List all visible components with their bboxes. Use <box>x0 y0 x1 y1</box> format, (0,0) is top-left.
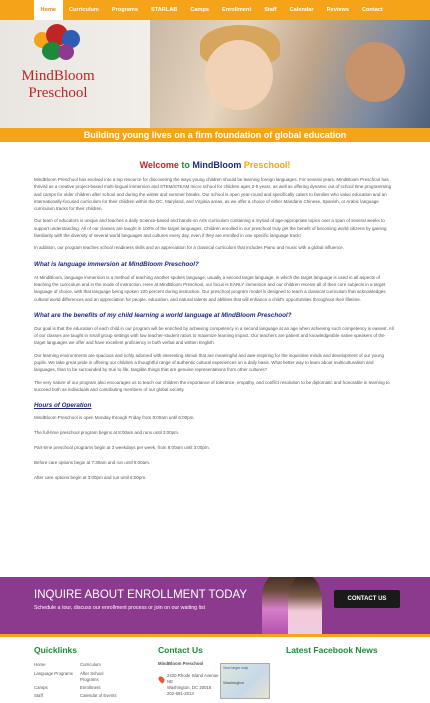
quicklinks-title: Quicklinks <box>34 645 77 655</box>
children-photo-2 <box>288 577 322 634</box>
footer-link-after-school[interactable]: After School Programs <box>80 671 104 682</box>
welcome-part-2: MindBloom <box>192 160 242 170</box>
contact-us-button[interactable]: CONTACT US <box>334 590 400 608</box>
nav-item-enrollment[interactable]: Enrollment <box>221 7 252 13</box>
hero-child-background <box>345 42 405 102</box>
enrollment-banner-title: INQUIRE ABOUT ENROLLMENT TODAY <box>34 589 248 601</box>
immersion-paragraph: At MindBloom, language immersion is a method of teaching another spoken language, usually a second target language, in which the target language is used in all aspects of teaching the curriculum and in the mode of instruction. Here at MindBloom Preschool, our focus is EARLY immersion and our children receive all of their core subjects in a target language of choice, with that language being spoken 100 percent during instruction. Our preschool program model is designed to teach a classical curriculum that acknowledges cultural world differences and an appreciation for people, education, and natural talents and abilities that will enhance a child's opportunities throughout their lifetime. <box>34 274 386 302</box>
nav-item-staff[interactable]: Staff <box>264 7 277 13</box>
contact-title: Contact Us <box>158 645 203 655</box>
footer-link-enrollment[interactable]: Enrollment <box>80 685 101 690</box>
welcome-part-1: to <box>178 160 193 170</box>
enrollment-banner <box>0 577 430 634</box>
contact-phone: 202-691-2013 <box>167 691 194 696</box>
benefits-paragraph-3: The very nature of our program also encourages us to teach our children the importance of tolerance, empathy, and conflict resolution to be diplomatic and honorable in learning to succeed both as individuals and contributing members of our global society. <box>34 379 390 392</box>
welcome-part-0: Welcome <box>139 160 179 170</box>
logo-line2: Preschool <box>28 85 88 101</box>
benefits-paragraph-1: Our goal is that the education of each child in our program will be enriched by achieving competency in a second language at an age when achieving such competency is easiest. All of our classes are taught in small group settings with low teacher-student ratios to maximize learning impact. Our teachers are patient and knowledgeable native speakers of the target languages we offer and have excellent proficiency in both verbal and written English. <box>34 325 394 346</box>
nav-item-camps[interactable]: Camps <box>190 7 209 13</box>
logo-bubbles-icon <box>34 24 82 62</box>
hero-banner <box>0 20 430 128</box>
benefits-heading: What are the benefits of my child learning a world language at MindBloom Preschool? <box>34 311 292 319</box>
nav-item-calendar[interactable]: Calendar <box>289 7 314 13</box>
intro-paragraph-1: MindBloom Preschool has evolved into a top resource for discovering the ways young children should be learning foreign languages. For several years, MindBloom Preschool has thrived as a creative project-based multi-lingual immersion and STEM/STEAM micro school for children ages 2-5 years, as well as offering dynamic out of school time programming and camps for older children after school and during the winter and summer breaks. Our school is open year-round and specifically caters to families who value education and an internationally-focused curriculum for their children within the DC, Maryland, and Virginia areas, as we offer a choice of either Mandarin Chinese, Spanish, or Arabic language curriculum tracks for their children. <box>34 177 392 212</box>
nav-item-home[interactable]: Home <box>34 0 63 20</box>
hours-heading: Hours of Operation <box>34 402 92 410</box>
enrollment-banner-subtitle: Schedule a tour, discuss our enrollment process or join on our waiting list <box>34 605 206 611</box>
nav-item-contact[interactable]: Contact <box>361 7 383 13</box>
tagline-bar: Building young lives on a firm foundation of global education <box>0 128 430 142</box>
contact-name: MindBloom Preschool <box>158 661 204 666</box>
contact-address-line1: 2420 Rhode Island Avenue NE <box>167 673 219 684</box>
welcome-heading <box>34 160 396 170</box>
hours-line-5: After care options begin at 3:00pm and run until 6:00pm. <box>34 475 147 481</box>
logo-title <box>4 68 112 102</box>
main-content <box>0 160 430 481</box>
footer-link-calendar[interactable]: Calendar of Events <box>80 693 117 698</box>
logo-line1: MindBloom <box>21 68 95 84</box>
footer-link-language-programs[interactable]: Language Programs <box>34 671 73 676</box>
map-embed[interactable] <box>220 663 270 699</box>
welcome-part-3: Preschool! <box>241 160 291 170</box>
map-larger-link[interactable]: View larger map <box>223 666 249 670</box>
footer-link-staff[interactable]: Staff <box>34 693 43 698</box>
nav-item-curriculum[interactable]: Curriculum <box>69 7 99 13</box>
nav-item-programs[interactable]: Programs <box>111 7 139 13</box>
facebook-news-title: Latest Facebook News <box>286 645 378 655</box>
contact-address-line2: Washington, DC 20018 <box>167 685 212 690</box>
map-city-label: Washington <box>223 680 244 685</box>
nav-item-starlab[interactable]: STARLAB <box>151 7 178 13</box>
top-nav <box>0 0 430 20</box>
hero-child-face <box>205 40 273 110</box>
hours-line-1: MindBloom Preschool is open Monday through Friday from 8:00am until 6:00pm. <box>34 415 195 421</box>
hours-line-4: Before care options begin at 7:30am and run until 8:00am. <box>34 460 151 466</box>
benefits-paragraph-2: Our learning environments are spacious and richly adorned with interesting stimuli that are meaningful and awe-inspiring for the inquisitive minds and development of our young pupils. We take great pride in offering our children a thoughtful range of authentic cultural experiences on a daily basis. What better way to learn about multiculturalism and languages, than to be surrounded by true to life, tangible things that are genuine representations from other cultures? <box>34 352 384 373</box>
intro-paragraph-2: Our team of educators is unique and teaches a daily Science-based and hands-on Arts curriculum containing a myriad of age-appropriate topics over a span of several weeks to support understanding. All of our classes are taught in 100% of the target languages. Children enrolled in our preschool truly get the benefit of becoming world citizens by gaining familiarity with the diversity of several world languages and cultures every day, even if they are enrolled in one specific language track! <box>34 218 387 239</box>
immersion-heading: What is language immersion at MindBloom Preschool? <box>34 260 199 268</box>
footer <box>0 634 430 703</box>
contact-address <box>167 673 221 697</box>
logo[interactable] <box>4 24 112 124</box>
hours-line-3: Part-time preschool programs begin at 3 weekdays per week, from 8:00am until 3:00pm. <box>34 445 210 451</box>
nav-item-reviews[interactable]: Reviews <box>326 7 349 13</box>
location-pin-icon <box>157 675 165 683</box>
footer-link-curriculum[interactable]: Curriculum <box>80 662 101 667</box>
hours-line-2: The full-time preschool program begins at 8:00am and runs until 3:00pm. <box>34 430 180 436</box>
intro-paragraph-3: In addition, our program teaches school readiness skills and an appreciation for a classical curriculum that includes Piano and music with a global influence. <box>34 245 344 251</box>
footer-link-home[interactable]: Home <box>34 662 46 667</box>
footer-link-camps[interactable]: Camps <box>34 685 48 690</box>
